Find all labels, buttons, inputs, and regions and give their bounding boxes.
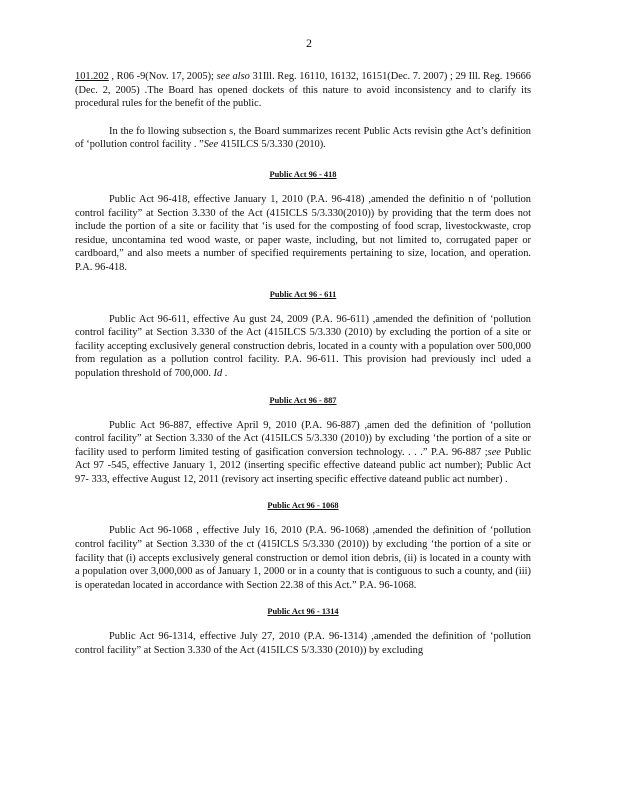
see-signal: See bbox=[203, 139, 219, 151]
section-paragraph: Public Act 96-1068 , effective July 16, 2010 (P.A. 96-1068) ,amended the definition of ‘pollution control facility” at Section 3.330 of the ct (415ICLS 5/3.330 (2010)) by excluding ‘the portion of a site or facility that (i) accepts exclusively general construction or demol ition debris, (ii) is located in a county with a population over 3,000,000 as of January 1, 2000 or in a county that is contiguous to such a county, and (iii) is operatedan located in accordance with Section 22.38 of this Act.” P.A. 96-1068. bbox=[75, 525, 531, 591]
section-paragraph: Public Act 96-1314, effective July 27, 2010 (P.A. 96-1314) ,amended the definition of ‘pollution control facility” at Section 3.330 of the Act (415ILCS 5/3.330 (2010)) by excluding bbox=[75, 631, 531, 657]
summary-paragraph: In the fo llowing subsection s, the Board summarizes recent Public Acts revisin gthe Act’s definition of ‘pollution control facility . ”See 415ILCS 5/3.330 (2010). bbox=[75, 125, 531, 151]
section-heading: Public Act 96 - 1068 bbox=[267, 501, 339, 511]
section-heading: Public Act 96 - 1314 bbox=[267, 607, 339, 617]
section-paragraph: Public Act 96-887, effective April 9, 2010 (P.A. 96-887) ,amen ded the definition of ‘pollution control facility” at Section 3.330 of the Act (415ILCS 5/3.330 (2010)) by excluding ‘the portion of a site or facility used to perform limited testing of gasification conversion technology. . . .” P.A. 96-887 ;see Public Act 97 -545, effective January 1, 2012 (inserting specific effective dateand public act number); Public Act 97- 333, effective August 12, 2011 (revisory act inserting specific effective dateand public act number) . bbox=[75, 419, 532, 485]
section-paragraph: Public Act 96-418, effective January 1, 2010 (P.A. 96-418) ,amended the definitio n of ‘pollution control facility” at Section 3.330 of the Act (415ICLS 5/3.330(2010)) by providing that the term does not include the portion of a site or facility that ‘is used for the composting of food scrap, livestockwaste, crop residue, uncontamina ted wood waste, or paper waste, including, but not limited to, corrugated paper or cardboard,” and also meets a number of specified requirements pertaining to size, location, and operation. P.A. 96-418. bbox=[75, 193, 531, 273]
intro-paragraph: 101.202 , R06 -9(Nov. 17, 2005); see also 31Ill. Reg. 16110, 16132, 16151(Dec. 7. 2007) ; 29 Ill. Reg. 19666 (Dec. 2, 2005) .The Board has opened dockets of this nature to avoid inconsistency and to clarify its procedural rules for the benefit of the public. bbox=[75, 71, 531, 110]
section-heading: Public Act 96 - 611 bbox=[269, 289, 337, 299]
see-also-signal: see also bbox=[216, 71, 250, 82]
section-heading: Public Act 96 - 418 bbox=[269, 169, 337, 179]
section-heading: Public Act 96 - 887 bbox=[269, 395, 337, 405]
section-paragraph: Public Act 96-611, effective Au gust 24, 2009 (P.A. 96-611) ,amended the definition of ‘pollution control facility” at Section 3.330 of the Act (415ILCS 5/3.330 (2010) by excluding the portion of a site or facility accepting exclusively general construction debris, located in a county with a population over 500,000 from regulation as a pollution control facility. P.A. 96-611. This provision had previously incl uded a population threshold of 700,000. Id . bbox=[75, 313, 531, 379]
page-number: 2 bbox=[306, 36, 312, 50]
document-body bbox=[75, 70, 531, 658]
citation-link: 101.202 bbox=[75, 71, 109, 82]
